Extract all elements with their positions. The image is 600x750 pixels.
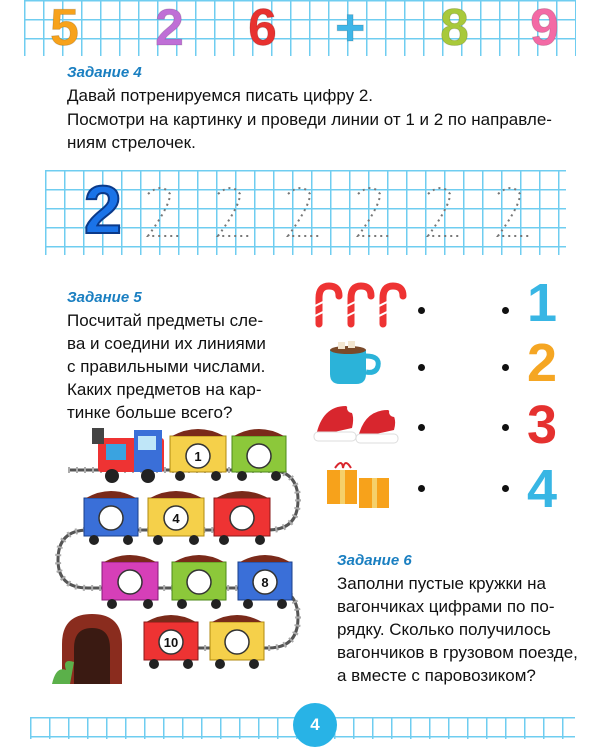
task4-line2: Посмотри на картинку и проведи линии от 1 и 2 по направле- xyxy=(67,110,552,129)
answer-number-3: 3 xyxy=(527,395,558,455)
task6-line4: вагончиков в грузовом поезде, xyxy=(337,643,578,662)
answer-number-1: 1 xyxy=(527,273,558,333)
item-dot-1[interactable] xyxy=(418,307,425,314)
item-dot-2[interactable] xyxy=(418,364,425,371)
task5-line1: Посчитай предметы сле- xyxy=(67,311,264,330)
task6-line2: вагончиках цифрами по по- xyxy=(337,597,555,616)
task6-title: Задание 6 xyxy=(337,552,412,569)
cocoa-cup-icon xyxy=(322,338,384,388)
answer-dot-4[interactable] xyxy=(502,485,509,492)
answer-number-4: 4 xyxy=(527,459,558,519)
task6-line5: а вместе с паровозиком? xyxy=(337,666,536,685)
top-number-6: 6 xyxy=(248,0,277,57)
item-dot-4[interactable] xyxy=(418,485,425,492)
task6-line3: рядку. Сколько получилось xyxy=(337,620,551,639)
sample-digit-2: 2 xyxy=(84,172,122,248)
task4-title: Задание 4 xyxy=(67,64,142,81)
task6-line1: Заполни пустые кружки на xyxy=(337,574,546,593)
task5-line5: тинке больше всего? xyxy=(67,403,233,422)
answer-dot-3[interactable] xyxy=(502,424,509,431)
task5-line2: ва и соедини их линиями xyxy=(67,334,266,353)
task5-line3: с правильными числами. xyxy=(67,357,266,376)
santa-hats-icon xyxy=(312,398,402,448)
answer-number-2: 2 xyxy=(527,333,558,393)
answer-dot-1[interactable] xyxy=(502,307,509,314)
task4-line3: ниям стрелочек. xyxy=(67,133,196,152)
wagon-number-1: 1 xyxy=(194,449,202,464)
candy-canes-icon xyxy=(305,280,410,328)
task5-line4: Каких предметов на кар- xyxy=(67,380,262,399)
wagon-number-4: 4 xyxy=(172,511,180,526)
task5-title: Задание 5 xyxy=(67,289,142,306)
page-number: 4 xyxy=(293,703,337,747)
dotted-trace-twos[interactable] xyxy=(140,180,570,246)
gift-boxes-icon xyxy=(323,458,395,510)
top-number-9: 9 xyxy=(530,0,559,57)
top-number-5: 5 xyxy=(50,0,79,57)
wagon-number-10: 10 xyxy=(163,635,179,650)
top-plus-sign: + xyxy=(335,0,366,57)
top-grid-strip xyxy=(24,0,576,56)
wagon-number-8: 8 xyxy=(261,575,269,590)
top-number-2: 2 xyxy=(155,0,184,57)
top-number-8: 8 xyxy=(440,0,469,57)
task4-line1: Давай потренируемся писать цифру 2. xyxy=(67,86,374,105)
item-dot-3[interactable] xyxy=(418,424,425,431)
train-illustration xyxy=(48,422,306,684)
answer-dot-2[interactable] xyxy=(502,364,509,371)
